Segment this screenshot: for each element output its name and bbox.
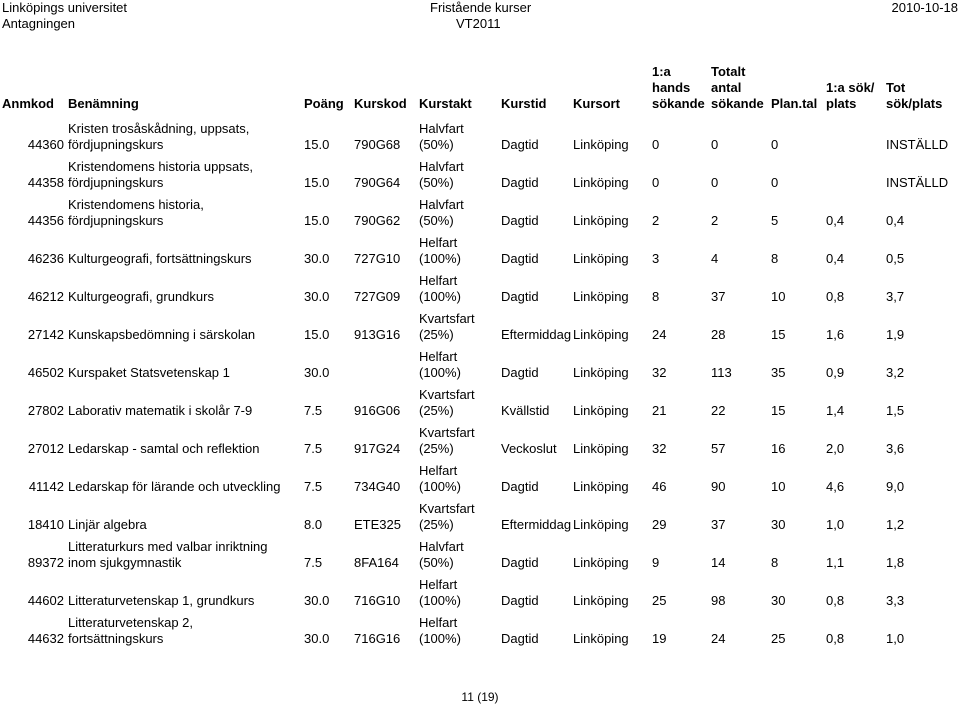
course-name-line: inom sjukgymnastik: [68, 555, 182, 570]
points-cell: 15.0: [304, 327, 330, 342]
study-time-cell: Dagtid: [501, 137, 539, 152]
course-code-cell: 727G09: [354, 289, 401, 304]
total-per-place-cell: INSTÄLLD: [886, 137, 949, 152]
first-hand-applicants-cell: 29: [652, 517, 667, 532]
pace-line: (50%): [419, 175, 454, 190]
course-name-line: Kulturgeografi, fortsättningskurs: [68, 251, 252, 266]
pace-cell: [417, 153, 499, 191]
col-kurstid: Kurstid: [501, 96, 547, 111]
course-name-line: Kristen trosåskådning, uppsats,: [68, 121, 250, 136]
location-cell: Linköping: [573, 555, 629, 570]
location-cell: Linköping: [573, 631, 629, 646]
course-name-cell: [66, 112, 302, 153]
course-name-cell: [66, 533, 302, 571]
anmkod-cell: 46502: [27, 365, 64, 380]
first-hand-applicants-cell: 24: [652, 327, 667, 342]
page-number: 11 (19): [461, 690, 499, 704]
table-row: [0, 609, 960, 647]
course-name-line: [68, 273, 300, 289]
planned-places-cell: 35: [771, 365, 786, 380]
pace-line: Helfart: [419, 463, 458, 478]
course-name-line: [68, 577, 300, 593]
course-name-line: [68, 311, 300, 327]
planned-places-cell: 25: [771, 631, 786, 646]
points-cell: 30.0: [304, 289, 330, 304]
first-per-place-cell: 1,1: [826, 555, 845, 570]
col-kurstakt: Kurstakt: [419, 96, 472, 111]
pace-line: (25%): [419, 327, 454, 342]
course-code-cell: 790G62: [354, 213, 401, 228]
pace-line: (50%): [419, 555, 454, 570]
first-hand-applicants-cell: 21: [652, 403, 667, 418]
first-per-place-cell: 0,4: [826, 213, 845, 228]
location-cell: Linköping: [573, 365, 629, 380]
total-applicants-cell: 57: [711, 441, 726, 456]
anmkod-cell: 44632: [27, 631, 64, 646]
study-time-cell: Dagtid: [501, 631, 539, 646]
course-name-cell: [66, 419, 302, 457]
course-name-line: Ledarskap för lärande och utveckling: [68, 479, 281, 494]
pace-cell: [417, 305, 499, 343]
total-applicants-cell: 98: [711, 593, 726, 608]
table-row: [0, 267, 960, 305]
total-per-place-cell: 1,0: [886, 631, 905, 646]
col-poang: Poäng: [304, 96, 344, 111]
department-name: Antagningen: [2, 16, 76, 31]
course-name-line: [68, 387, 300, 403]
location-cell: Linköping: [573, 213, 629, 228]
points-cell: 30.0: [304, 365, 330, 380]
total-applicants-cell: 22: [711, 403, 726, 418]
total-per-place-cell: 1,8: [886, 555, 905, 570]
planned-places-cell: 30: [771, 593, 786, 608]
pace-line: Halvfart: [419, 159, 464, 174]
planned-places-cell: 10: [771, 479, 786, 494]
study-time-cell: Veckoslut: [501, 441, 557, 456]
location-cell: Linköping: [573, 175, 629, 190]
course-name-line: [68, 235, 300, 251]
course-code-cell: 790G68: [354, 137, 401, 152]
col-forsta-sok-plats: 1:a sök/ plats: [826, 80, 875, 111]
points-cell: 15.0: [304, 175, 330, 190]
study-time-cell: Dagtid: [501, 213, 539, 228]
total-applicants-cell: 0: [711, 137, 719, 152]
total-applicants-cell: 14: [711, 555, 726, 570]
report-date: 2010-10-18: [891, 0, 958, 15]
pace-cell: [417, 533, 499, 571]
course-name-line: fördjupningskurs: [68, 137, 164, 152]
course-name-line: Linjär algebra: [68, 517, 147, 532]
points-cell: 30.0: [304, 631, 330, 646]
location-cell: Linköping: [573, 479, 629, 494]
study-time-cell: Dagtid: [501, 365, 539, 380]
pace-line: Kvartsfart: [419, 311, 475, 326]
pace-cell: [417, 457, 499, 495]
course-name-cell: [66, 153, 302, 191]
course-name-line: Kunskapsbedömning i särskolan: [68, 327, 256, 342]
col-kursort: Kursort: [573, 96, 620, 111]
first-per-place-cell: 1,0: [826, 517, 845, 532]
total-per-place-cell: 1,9: [886, 327, 905, 342]
total-per-place-cell: 1,5: [886, 403, 905, 418]
planned-places-cell: 8: [771, 251, 779, 266]
pace-line: Helfart: [419, 577, 458, 592]
col-tot-sok-plats: Tot sök/plats: [886, 80, 943, 111]
study-time-cell: Eftermiddag: [501, 327, 572, 342]
points-cell: 7.5: [304, 403, 323, 418]
planned-places-cell: 8: [771, 555, 779, 570]
term-label: VT2011: [456, 16, 501, 31]
pace-line: Halvfart: [419, 197, 464, 212]
study-time-cell: Dagtid: [501, 479, 539, 494]
course-code-cell: [352, 343, 417, 381]
table-row: [0, 191, 960, 229]
first-hand-applicants-cell: 32: [652, 365, 667, 380]
pace-line: (100%): [419, 479, 461, 494]
anmkod-cell: 27142: [27, 327, 64, 342]
study-time-cell: Eftermiddag: [501, 517, 572, 532]
anmkod-cell: 27802: [27, 403, 64, 418]
course-name-cell: [66, 267, 302, 305]
first-hand-applicants-cell: 0: [652, 137, 660, 152]
course-name-cell: [66, 191, 302, 229]
course-name-line: [68, 425, 300, 441]
course-name-line: [68, 463, 300, 479]
table-row: [0, 419, 960, 457]
pace-cell: [417, 112, 499, 153]
points-cell: 30.0: [304, 251, 330, 266]
first-hand-applicants-cell: 2: [652, 213, 660, 228]
pace-cell: [417, 381, 499, 419]
pace-line: Helfart: [419, 273, 458, 288]
location-cell: Linköping: [573, 403, 629, 418]
table-row: [0, 533, 960, 571]
course-name-cell: [66, 457, 302, 495]
first-per-place-cell: 4,6: [826, 479, 845, 494]
course-name-line: Kristendomens historia,: [68, 197, 204, 212]
study-time-cell: Dagtid: [501, 289, 539, 304]
pace-line: (50%): [419, 137, 454, 152]
first-per-place-cell: 0,8: [826, 593, 845, 608]
pace-line: (25%): [419, 517, 454, 532]
table-row: [0, 381, 960, 419]
page-title: Fristående kurser: [430, 0, 532, 15]
course-code-cell: 727G10: [354, 251, 401, 266]
anmkod-cell: 27012: [27, 441, 64, 456]
table-row: [0, 153, 960, 191]
pace-line: Halvfart: [419, 539, 464, 554]
col-benamning: Benämning: [68, 96, 139, 111]
pace-line: Helfart: [419, 235, 458, 250]
planned-places-cell: 16: [771, 441, 786, 456]
anmkod-cell: 18410: [27, 517, 64, 532]
points-cell: 7.5: [304, 441, 323, 456]
study-time-cell: Dagtid: [501, 251, 539, 266]
course-name-cell: [66, 381, 302, 419]
anmkod-cell: 44358: [27, 175, 64, 190]
col-totalt-antal-sokande: Totalt antal sökande: [711, 64, 764, 111]
col-anmkod: Anmkod: [2, 96, 54, 111]
pace-line: (25%): [419, 403, 454, 418]
total-per-place-cell: 0,5: [886, 251, 905, 266]
anmkod-cell: 46236: [27, 251, 64, 266]
first-per-place-cell: 0,9: [826, 365, 845, 380]
table-row: [0, 229, 960, 267]
anmkod-cell: 46212: [27, 289, 64, 304]
pace-line: (100%): [419, 593, 461, 608]
points-cell: 7.5: [304, 479, 323, 494]
first-hand-applicants-cell: 8: [652, 289, 660, 304]
first-hand-applicants-cell: 19: [652, 631, 667, 646]
anmkod-cell: 44602: [27, 593, 64, 608]
course-name-line: Litteraturvetenskap 2,: [68, 615, 194, 630]
course-name-line: [68, 349, 300, 365]
pace-line: (100%): [419, 251, 461, 266]
pace-cell: [417, 495, 499, 533]
first-hand-applicants-cell: 25: [652, 593, 667, 608]
total-applicants-cell: 113: [711, 365, 732, 380]
anmkod-cell: 89372: [27, 555, 64, 570]
points-cell: 30.0: [304, 593, 330, 608]
course-name-line: Kurspaket Statsvetenskap 1: [68, 365, 230, 380]
table-row: [0, 112, 960, 153]
planned-places-cell: 15: [771, 403, 786, 418]
table-row: [0, 495, 960, 533]
course-name-line: Laborativ matematik i skolår 7-9: [68, 403, 253, 418]
pace-cell: [417, 191, 499, 229]
pace-cell: [417, 571, 499, 609]
first-hand-applicants-cell: 46: [652, 479, 667, 494]
location-cell: Linköping: [573, 137, 629, 152]
total-applicants-cell: 90: [711, 479, 726, 494]
location-cell: Linköping: [573, 593, 629, 608]
first-per-place-cell: 1,4: [826, 403, 845, 418]
course-table: [0, 38, 960, 647]
planned-places-cell: 10: [771, 289, 786, 304]
anmkod-cell: 41142: [28, 479, 64, 494]
pace-line: (50%): [419, 213, 454, 228]
planned-places-cell: 30: [771, 517, 786, 532]
first-hand-applicants-cell: 0: [652, 175, 660, 190]
course-name-line: Kristendomens historia uppsats,: [68, 159, 253, 174]
total-applicants-cell: 28: [711, 327, 726, 342]
course-code-cell: 916G06: [354, 403, 401, 418]
course-name-cell: [66, 229, 302, 267]
anmkod-cell: 44356: [27, 213, 64, 228]
study-time-cell: Dagtid: [501, 593, 539, 608]
first-per-place-cell: 0,8: [826, 289, 845, 304]
pace-cell: [417, 609, 499, 647]
pace-cell: [417, 267, 499, 305]
pace-cell: [417, 419, 499, 457]
total-applicants-cell: 37: [711, 289, 726, 304]
col-kurskod: Kurskod: [354, 96, 407, 111]
col-hands-sokande: 1:a hands sökande: [652, 64, 705, 111]
course-name-cell: [66, 571, 302, 609]
course-code-cell: 8FA164: [354, 555, 399, 570]
points-cell: 8.0: [304, 517, 323, 532]
course-name-cell: [66, 495, 302, 533]
first-per-place-cell: 0,8: [826, 631, 845, 646]
first-hand-applicants-cell: 3: [652, 251, 660, 266]
first-hand-applicants-cell: 9: [652, 555, 660, 570]
location-cell: Linköping: [573, 289, 629, 304]
course-code-cell: 716G10: [354, 593, 401, 608]
total-per-place-cell: 0,4: [886, 213, 905, 228]
total-per-place-cell: 3,2: [886, 365, 905, 380]
course-name-cell: [66, 609, 302, 647]
first-hand-applicants-cell: 32: [652, 441, 667, 456]
course-name-line: fördjupningskurs: [68, 175, 164, 190]
pace-line: Kvartsfart: [419, 425, 475, 440]
total-applicants-cell: 37: [711, 517, 726, 532]
course-name-line: Kulturgeografi, grundkurs: [68, 289, 214, 304]
university-name: Linköpings universitet: [2, 0, 128, 15]
course-name-line: fördjupningskurs: [68, 213, 164, 228]
location-cell: Linköping: [573, 251, 629, 266]
total-per-place-cell: 3,6: [886, 441, 905, 456]
page-header: [0, 0, 960, 36]
points-cell: 7.5: [304, 555, 323, 570]
total-applicants-cell: 2: [711, 213, 719, 228]
course-name-line: Litteraturkurs med valbar inriktning: [68, 539, 268, 554]
total-per-place-cell: 9,0: [886, 479, 905, 494]
total-applicants-cell: 4: [711, 251, 719, 266]
pace-line: Helfart: [419, 615, 458, 630]
pace-cell: [417, 343, 499, 381]
planned-places-cell: 0: [771, 175, 779, 190]
first-per-place-cell: [824, 153, 884, 191]
planned-places-cell: 15: [771, 327, 786, 342]
points-cell: 15.0: [304, 137, 330, 152]
course-code-cell: 917G24: [354, 441, 401, 456]
total-applicants-cell: 24: [711, 631, 726, 646]
course-code-cell: 716G16: [354, 631, 401, 646]
study-time-cell: Kvällstid: [501, 403, 550, 418]
location-cell: Linköping: [573, 517, 629, 532]
first-per-place-cell: 0,4: [826, 251, 845, 266]
total-per-place-cell: 1,2: [886, 517, 905, 532]
course-code-cell: 913G16: [354, 327, 401, 342]
course-name-line: Litteraturvetenskap 1, grundkurs: [68, 593, 255, 608]
location-cell: Linköping: [573, 441, 629, 456]
total-per-place-cell: 3,3: [886, 593, 905, 608]
planned-places-cell: 5: [771, 213, 779, 228]
col-plan-tal: Plan.tal: [771, 96, 818, 111]
pace-line: Kvartsfart: [419, 501, 475, 516]
course-name-line: fortsättningskurs: [68, 631, 164, 646]
pace-line: Helfart: [419, 349, 458, 364]
course-code-cell: 734G40: [354, 479, 401, 494]
table-row: [0, 457, 960, 495]
first-per-place-cell: [824, 112, 884, 153]
table-row: [0, 571, 960, 609]
pace-cell: [417, 229, 499, 267]
study-time-cell: Dagtid: [501, 175, 539, 190]
location-cell: Linköping: [573, 327, 629, 342]
pace-line: (100%): [419, 365, 461, 380]
pace-line: (100%): [419, 289, 461, 304]
table-row: [0, 305, 960, 343]
table-header-row: [0, 38, 960, 112]
course-name-line: Ledarskap - samtal och reflektion: [68, 441, 260, 456]
anmkod-cell: 44360: [27, 137, 64, 152]
course-code-cell: ETE325: [354, 517, 401, 532]
pace-line: (100%): [419, 631, 461, 646]
planned-places-cell: 0: [771, 137, 779, 152]
study-time-cell: Dagtid: [501, 555, 539, 570]
course-code-cell: 790G64: [354, 175, 401, 190]
pace-line: Kvartsfart: [419, 387, 475, 402]
course-name-cell: [66, 343, 302, 381]
pace-line: (25%): [419, 441, 454, 456]
points-cell: 15.0: [304, 213, 330, 228]
total-applicants-cell: 0: [711, 175, 719, 190]
pace-line: Halvfart: [419, 121, 464, 136]
total-per-place-cell: 3,7: [886, 289, 905, 304]
course-name-cell: [66, 305, 302, 343]
table-row: [0, 343, 960, 381]
first-per-place-cell: 1,6: [826, 327, 845, 342]
course-name-line: [68, 501, 300, 517]
total-per-place-cell: INSTÄLLD: [886, 175, 949, 190]
first-per-place-cell: 2,0: [826, 441, 845, 456]
